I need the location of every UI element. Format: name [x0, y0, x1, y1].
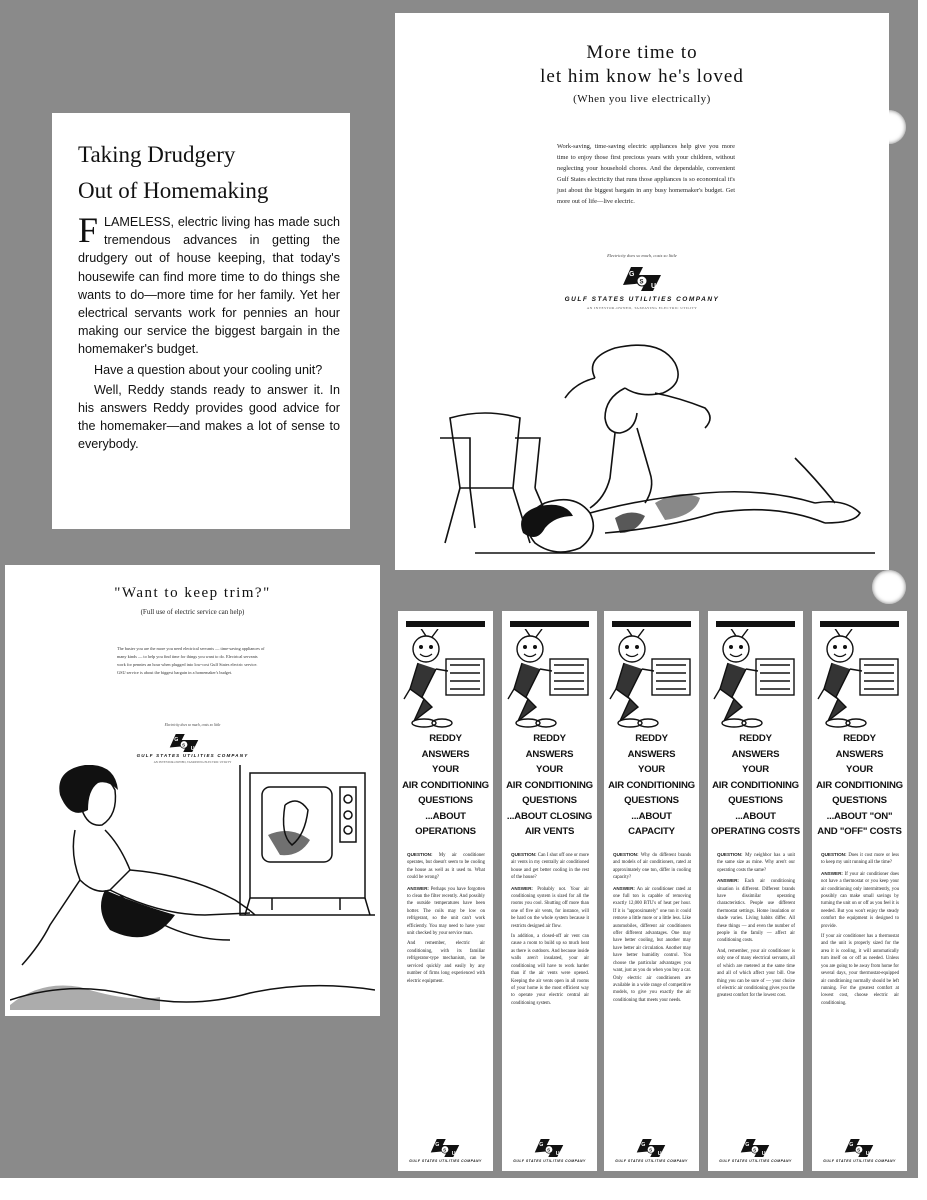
reddy-strip-operations [398, 611, 493, 1171]
answer-text: An air conditioner rated at one full ton is capable of removing exactly 12,000 BTU's of heat per hour. If it is "approximately" one ton it could remove a little more or a little less. Like automobiles, different air conditioners offer different advantages. One may have better cooling, but another may have better air circulation. Another may have better humidity control. You choose the particular advantages you want, just as you do when you buy a car. Only electric air conditioners are available in a wide range of competitive models, to give you exactly the air conditioning that meets your needs. [613, 886, 691, 1003]
headline-line-1: REDDY [533, 733, 566, 744]
company-name: GULF STATES UTILITIES COMPANY [823, 1159, 896, 1163]
svg-text:S: S [547, 1147, 551, 1153]
reddy-kilowatt-icon [712, 629, 799, 729]
headline-line-5: QUESTIONS [418, 795, 473, 806]
ad-tagline: Electricity does so much, costs so little [607, 253, 677, 258]
strip-headline [708, 731, 803, 840]
topic-line-2: OPERATING COSTS [710, 826, 801, 837]
gsu-logo-icon [621, 263, 663, 295]
ad-headline [395, 41, 889, 89]
ad-subhead: (When you live electrically) [573, 93, 711, 105]
answer-label: ANSWER: [717, 878, 739, 884]
strip-headline [604, 731, 699, 840]
svg-text:S: S [753, 1147, 757, 1153]
topic-line-2: AND "OFF" COSTS [817, 826, 902, 837]
headline-line-2: ANSWERS [525, 748, 574, 760]
reddy-kilowatt-icon [402, 629, 489, 729]
headline-line-2: ANSWERS [731, 748, 780, 760]
gsu-logo-icon [428, 1136, 462, 1160]
answer-label: ANSWER: [821, 870, 843, 876]
gsu-logo-icon [532, 1136, 566, 1160]
page-margin-bottom [0, 1178, 927, 1200]
headline-line-5: QUESTIONS [522, 795, 577, 806]
headline-line-5: QUESTIONS [728, 795, 783, 806]
headline-line-1: More time to [586, 42, 698, 63]
svg-text:G: G [641, 1141, 646, 1148]
svg-text:G: G [629, 271, 635, 278]
headline-line-1: REDDY [739, 733, 772, 744]
headline-line-2: ANSWERS [835, 748, 884, 760]
gsu-logo-icon [738, 1136, 772, 1160]
svg-text:G: G [174, 736, 179, 743]
headline-line-4: AIR CONDITIONING [816, 779, 903, 791]
ad-body-copy: Work-saving, time-saving electric appliances help give you more time to enjoy those first precious years with your children, without neglecting your household chores. And the dependable, convenient Gulf States electricity that runs those appliances is so economical it's just about the biggest bargain in any busy homemaker's budget. Get more out of life—live electric. [557, 143, 735, 205]
strip-qa-text [821, 851, 899, 1010]
question-label: QUESTION: [717, 852, 743, 857]
headline-line-5: QUESTIONS [832, 795, 887, 806]
answer-label: ANSWER: [511, 885, 533, 891]
clipping-loved-ad [395, 13, 889, 570]
topic-line-1: ...ABOUT [735, 810, 776, 822]
svg-text:U: U [651, 283, 657, 290]
svg-text:S: S [182, 742, 186, 748]
headline-line-4: AIR CONDITIONING [608, 779, 695, 791]
headline-line-1: REDDY [429, 733, 462, 744]
binder-hole-middle [872, 570, 906, 604]
title-line-2: Out of Homemaking [78, 178, 269, 203]
svg-text:G: G [539, 1141, 544, 1148]
svg-text:S: S [639, 279, 644, 286]
headline-line-5: QUESTIONS [624, 795, 679, 806]
mother-baby-illustration [415, 338, 875, 563]
paragraph-3: Well, Reddy stands ready to answer it. In his answers Reddy provides good advice for the homemaker—and makes a lot of sense to everybody. [78, 382, 340, 452]
reddy-strip-capacity [604, 611, 699, 1171]
ad-tagline: Electricity does so much, costs so little [164, 723, 221, 727]
question-label: QUESTION: [821, 852, 847, 857]
gsu-logo-icon [634, 1136, 668, 1160]
strip-qa-text [511, 851, 589, 1010]
woman-television-illustration [10, 765, 375, 1010]
topic-line-2: CAPACITY [628, 826, 675, 837]
headline-line-2: ANSWERS [627, 748, 676, 760]
headline-line-1: REDDY [843, 733, 876, 744]
headline-line-2: let him know he's loved [540, 66, 744, 87]
strip-top-rule [510, 621, 589, 627]
svg-text:U: U [451, 1150, 456, 1157]
answer-extra-text: In addition, a closed-off air vent can cause a room to build up so much heat as there is outdoors. And because inside walls aren't insulated, your air conditioning will have to work harder than if the air vents were opened. Keeping the air vents open in all rooms of your home is the most efficient way to operate your electric central air conditioning system. [511, 934, 589, 1006]
strip-qa-text [407, 851, 485, 988]
svg-text:U: U [657, 1150, 662, 1157]
svg-text:U: U [865, 1150, 870, 1157]
question-text: Does it cost more or less to keep my unit running all the time? [821, 853, 900, 866]
answer-text: Each air conditioning situation is different. Different brands have dissimilar operating characteristics. People use different thermostat settings. Home insulation or shade varies. Living habits differ. All these things — and even the number of people in the family — affect air conditioning costs. [717, 879, 795, 944]
reddy-strip-operating-costs [708, 611, 803, 1171]
company-name: GULF STATES UTILITIES COMPANY [136, 753, 249, 758]
svg-text:S: S [649, 1147, 653, 1153]
topic-line-1: ...ABOUT [425, 810, 466, 822]
strip-headline [812, 731, 907, 840]
topic-line-1: ...ABOUT CLOSING [506, 810, 593, 822]
ad-subhead: (Full use of electric service can help) [140, 608, 245, 616]
svg-text:U: U [761, 1150, 766, 1157]
svg-text:G: G [849, 1141, 854, 1148]
company-name: GULF STATES UTILITIES COMPANY [615, 1159, 688, 1163]
topic-line-1: ...ABOUT [631, 810, 672, 822]
question-text: Why do different brands and models of air conditioners, rated at approximately one ton, differ in cooling capacity? [613, 853, 691, 881]
topic-line-2: OPERATIONS [415, 826, 476, 837]
headline-line-3: YOUR [846, 764, 873, 775]
strip-top-rule [820, 621, 899, 627]
svg-text:G: G [745, 1141, 750, 1148]
answer-text: If your air conditioner does not have a thermostat or you keep your air conditioning only intermittently, you possibly can make small savings by turning the unit on or off as you feel it is needed. But you won't enjoy the steady comfort the equipment is designed to provide. [821, 871, 899, 929]
company-name: GULF STATES UTILITIES COMPANY [409, 1159, 482, 1163]
paragraph-1: LAMELESS, electric living has made such tremendous advances in getting the drudgery out of house keeping, that today's housewife can find more time to do things she wants to do—more time for her family. Yet her electrical servants work for pennies an hour making our service the biggest bargain in the homemaker's budget. [78, 215, 340, 357]
question-text: My air conditioner operates, but doesn't seem to be cooling the house as well as it used to. What could be wrong? [407, 853, 486, 881]
strip-qa-text [717, 851, 795, 1003]
company-name: GULF STATES UTILITIES COMPANY [564, 296, 720, 303]
headline-line-4: AIR CONDITIONING [402, 779, 489, 791]
question-text: My neighbor has a unit the same size as mine. Why aren't our operating costs the same? [717, 853, 796, 873]
strip-headline [398, 731, 493, 840]
company-name: GULF STATES UTILITIES COMPANY [513, 1159, 586, 1163]
page-margin [918, 0, 927, 1200]
answer-label: ANSWER: [407, 885, 429, 891]
svg-text:U: U [190, 745, 195, 752]
question-text: Can I shut off one or more air vents in my centrally air conditioned house and get better cooling in the rest of the house? [511, 853, 589, 881]
company-name: GULF STATES UTILITIES COMPANY [719, 1159, 792, 1163]
ad-headline: "Want to keep trim?" [114, 585, 271, 601]
question-label: QUESTION: [407, 852, 433, 857]
strip-top-rule [716, 621, 795, 627]
svg-text:S: S [857, 1147, 861, 1153]
question-label: QUESTION: [613, 852, 639, 857]
drop-cap: F [78, 210, 99, 250]
answer-text: Perhaps you have forgotten to clean the filter recently. And possibly the outside temperatures have been hotter. The coils may be low on refrigerant, so the unit can't work efficiently. You may need to have your unit checked by your service man. [407, 886, 485, 937]
svg-text:G: G [435, 1141, 440, 1148]
reddy-strip-air-vents [502, 611, 597, 1171]
gsu-logo-icon [842, 1136, 876, 1160]
company-note: AN INVESTOR-OWNED, TAXPAYING ELECTRIC UTILITY [153, 760, 232, 764]
headline-line-2: ANSWERS [421, 748, 470, 760]
headline-line-3: YOUR [742, 764, 769, 775]
clipping-title [78, 137, 338, 209]
answer-extra-text: And remember, electric air conditioning, with its familiar refrigerator-type mechanism, can be serviced quickly and easily by any number of firms long experienced with electric equipment. [407, 941, 485, 984]
headline-line-3: YOUR [536, 764, 563, 775]
answer-extra-text: If your air conditioner has a thermostat and the unit is properly sized for the area it is cooling, it will automatically turn itself on or off as needed. Unless you are going to be away from home for several days, your thermostat-equipped air conditioning normally should be left running. For the greatest comfort at lowest cost, choose electric air conditioning. [821, 934, 899, 1006]
clipping-body [78, 210, 340, 456]
strip-qa-text [613, 851, 691, 1007]
gsu-logo-icon [167, 731, 201, 755]
strip-top-rule [406, 621, 485, 627]
company-note: AN INVESTOR-OWNED, TAXPAYING ELECTRIC UTILITY [586, 306, 698, 310]
reddy-strip-on-off-costs [812, 611, 907, 1171]
headline-line-3: YOUR [638, 764, 665, 775]
headline-line-4: AIR CONDITIONING [506, 779, 593, 791]
answer-extra-text: And, remember, your air conditioner is only one of many electrical servants, all of which are metered at the same time and all of which affect your bill. One thing you can be sure of — your choice of electric air conditioning gives you the greatest comfort for the lowest cost. [717, 948, 795, 999]
headline-line-1: REDDY [635, 733, 668, 744]
headline-line-3: YOUR [432, 764, 459, 775]
topic-line-1: ...ABOUT "ON" [826, 810, 893, 822]
reddy-kilowatt-icon [608, 629, 695, 729]
reddy-kilowatt-icon [816, 629, 903, 729]
strip-headline [502, 731, 597, 840]
topic-line-2: AIR VENTS [524, 826, 575, 837]
clipping-drudgery [52, 113, 350, 529]
reddy-kilowatt-icon [506, 629, 593, 729]
paragraph-2: Have a question about your cooling unit? [94, 362, 323, 377]
headline-line-4: AIR CONDITIONING [712, 779, 799, 791]
answer-text: Probably not. Your air conditioning system is sized for all the rooms you cool. Shutting off more than one of five air vents, for instance, will be hard on the whole system because it restricts designed air flow. [511, 886, 589, 929]
answer-label: ANSWER: [613, 885, 635, 891]
svg-text:S: S [443, 1147, 447, 1153]
question-label: QUESTION: [511, 852, 537, 857]
title-line-1: Taking Drudgery [78, 142, 236, 167]
svg-text:U: U [555, 1150, 560, 1157]
ad-body-copy: The busier you are the more you need electrical servants — time-saving appliances of many kinds — to help you find time for things you want to do. Electrical servants work for pennies an hour when plugged into low-cost Gulf States electric service. GSU service is about the biggest bargain in a homemaker's budget. [117, 646, 265, 675]
strip-top-rule [612, 621, 691, 627]
clipping-trim-ad [5, 565, 380, 1016]
